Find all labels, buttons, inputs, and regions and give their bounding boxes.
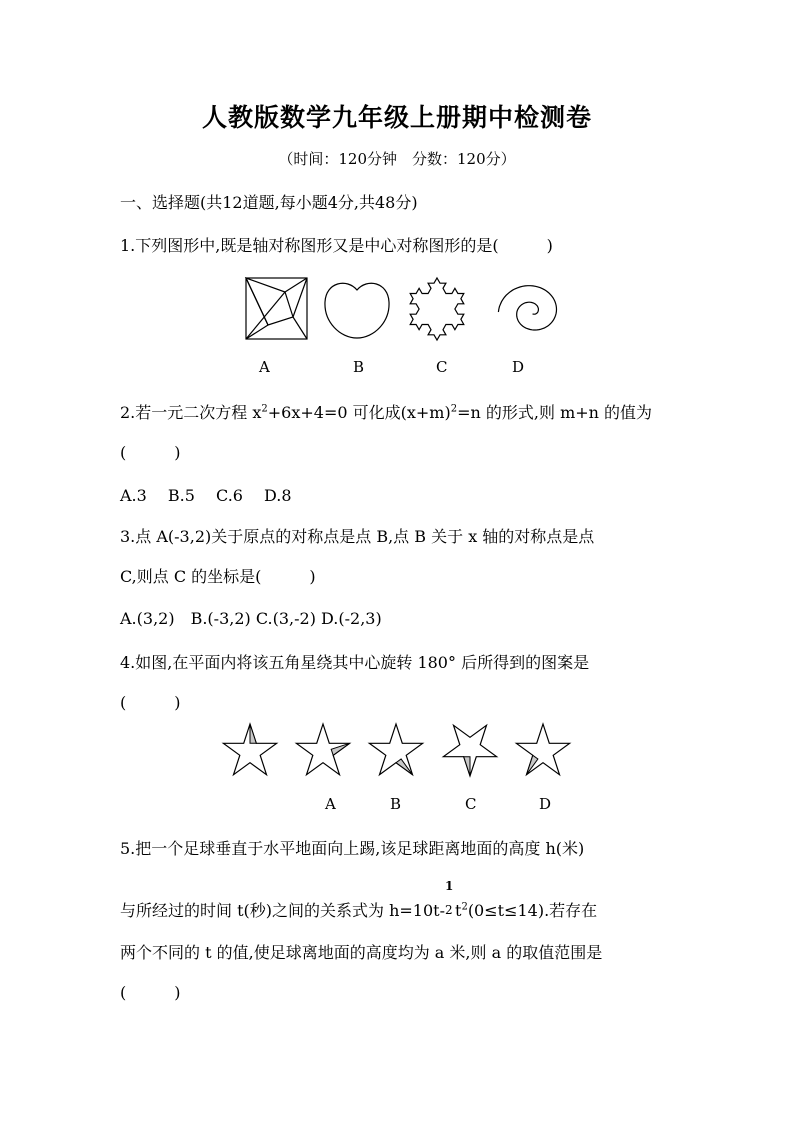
- star-option-a: [296, 724, 349, 775]
- star-option-c: [443, 725, 496, 776]
- heart-shape-figure: [325, 283, 389, 338]
- q4-label-b: B: [390, 795, 402, 813]
- question-2-options: A.3 B.5 C.6 D.8: [120, 486, 292, 505]
- question-4-line-1: 4.如图,在平面内将该五角星绕其中心旋转 180° 后所得到的图案是: [120, 653, 590, 672]
- question-5-line-2: 与所经过的时间 t(秒)之间的关系式为 h=10t- 1 2 $t^2(0\le t\le 14)$.若存在: [120, 879, 598, 920]
- question-5-paren: ( ): [120, 983, 181, 1002]
- question-4-stars: [215, 718, 585, 784]
- question-4-paren: ( ): [120, 693, 181, 712]
- question-3-options: A.(3,2) B.(-3,2) C.(3,-2) D.(-2,3): [120, 609, 382, 628]
- question-1-text: 1.下列图形中,既是轴对称图形又是中心对称图形的是( ): [120, 236, 553, 255]
- question-3-line-1: 3.点 A(-3,2)关于原点的对称点是点 B,点 B 关于 x 轴的对称点是点: [120, 527, 595, 546]
- q1-label-c: C: [436, 358, 448, 376]
- question-5-line-1: 5.把一个足球垂直于水平地面向上踢,该足球距离地面的高度 h(米): [120, 839, 585, 858]
- q1-label-a: A: [259, 358, 270, 376]
- q4-label-a: A: [325, 795, 336, 813]
- question-2-text: 2.若一元二次方程 $x^2+6x+4=0$ 可化成$(x+m)^2=n$ 的形式,则 m+n 的值为: [120, 403, 653, 422]
- page-title: 人教版数学九年级上册期中检测卷: [201, 103, 592, 132]
- square-pinwheel-figure: [246, 278, 307, 339]
- snowflake-figure: [410, 278, 464, 340]
- star-option-b: [369, 724, 422, 775]
- question-3-line-2: C,则点 C 的坐标是( ): [120, 567, 316, 586]
- question-2-paren: ( ): [120, 443, 181, 462]
- star-option-d: [516, 724, 569, 775]
- exam-info: （时间：120分钟 分数：120分）: [278, 150, 516, 168]
- question-5-line-3: 两个不同的 t 的值,使足球离地面的高度均为 a 米,则 a 的取值范围是: [120, 943, 603, 962]
- question-1-figures: [240, 272, 560, 344]
- q1-label-d: D: [512, 358, 525, 376]
- section-heading: 一、选择题(共12道题,每小题4分,共48分): [120, 193, 418, 212]
- q1-label-b: B: [353, 358, 365, 376]
- q4-label-c: C: [465, 795, 477, 813]
- spiral-figure: [498, 286, 556, 330]
- fraction-one-half: 1 2: [445, 879, 454, 917]
- star-original: [223, 724, 276, 775]
- q4-label-d: D: [539, 795, 552, 813]
